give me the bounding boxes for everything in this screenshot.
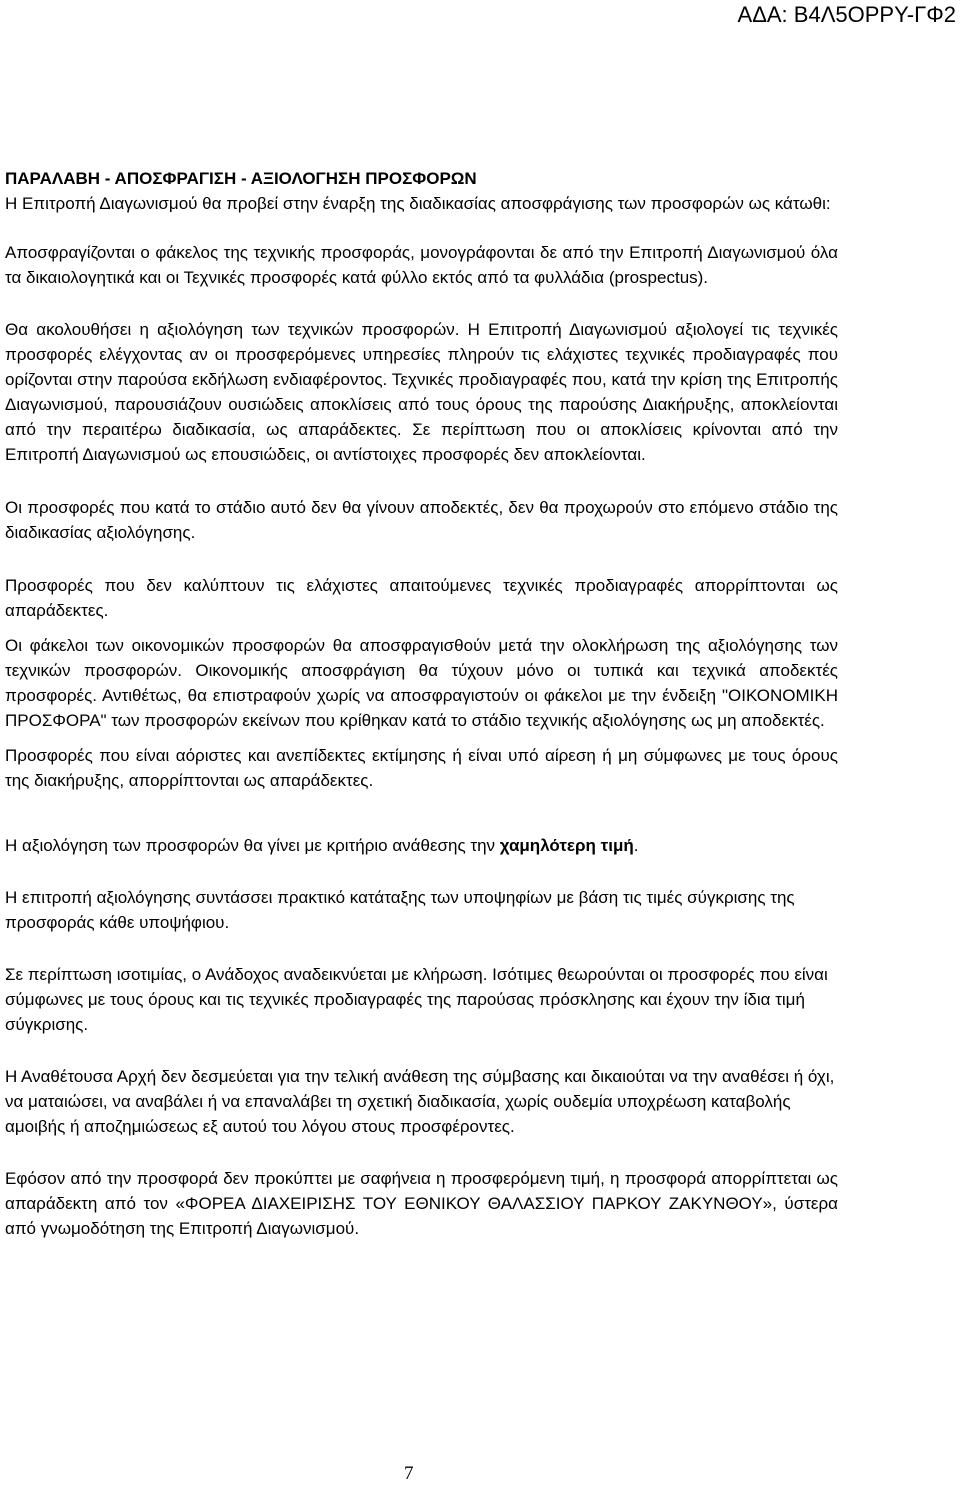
paragraph-unsealing: Αποσφραγίζονται ο φάκελος της τεχνικής προσφοράς, μονογράφονται δε από την Επιτροπή Διαγωνισμού όλα τα δικαιολογητικά και οι Τεχνικές προσφορές κατά φύλλο εκτός από τα φυλλάδια (prospectus).: [5, 243, 838, 287]
paragraph-financial-offers: Οι φάκελοι των οικονομικών προσφορών θα αποσφραγισθούν μετά την ολοκλήρωση της αξιολόγησης των τεχνικών προσφορών. Οικονομικής αποσφράγιση θα τύχουν μόνο οι τυπικά και τεχνικά αποδεκτές προσφορές. Αντιθέτως, θα επιστραφούν χωρίς να αποσφραγιστούν οι φάκελοι με την ένδειξη "ΟΙΚΟΝΟΜΙΚΗ ΠΡΟΣΦΟΡΑ" των προσφορών εκείνων που κρίθηκαν κατά το στάδιο τεχνικής αξιολόγησης ως μη αποδεκτές.: [5, 636, 838, 730]
paragraph-award-criterion: [5, 833, 838, 858]
paragraph-technical-evaluation: Θα ακολουθήσει η αξιολόγηση των τεχνικών προσφορών. Η Επιτροπή Διαγωνισμού αξιολογεί τις τεχνικές προσφορές ελέγχοντας αν οι προσφερόμενες υπηρεσίες πληρούν τις ελάχιστες τεχνικές προδιαγραφές που ορίζονται στην παρούσα εκδήλωση ενδιαφέροντος. Τεχνικές προδιαγραφές που, κατά την κρίση της Επιτροπής Διαγωνισμού, παρουσιάζουν ουσιώδεις αποκλίσεις από τους όρους της παρούσης Διακήρυξης, αποκλείονται από την περαιτέρω διαδικασία, ως απαράδεκτες. Σε περίπτωση που οι αποκλίσεις κρίνονται από την Επιτροπή Διαγωνισμού ως επουσιώδεις, οι αντίστοιχες προσφορές δεν αποκλείονται.: [5, 320, 838, 464]
intro-paragraph: Η Επιτροπή Διαγωνισμού θα προβεί στην έναρξη της διαδικασίας αποσφράγισης των προσφορών ως κάτωθι:: [5, 194, 831, 213]
award-criterion-text: Η αξιολόγηση των προσφορών θα γίνει με κριτήριο ανάθεσης την: [5, 836, 500, 855]
document-body: [5, 166, 838, 1241]
paragraph-unclear-price: Εφόσον από την προσφορά δεν προκύπτει με σαφήνεια η προσφερόμενη τιμή, η προσφορά απορρίπτεται ως απαράδεκτη από τον «ΦΟΡΕΑ ΔΙΑΧΕΙΡΙΣΗΣ ΤΟΥ ΕΘΝΙΚΟΥ ΘΑΛΑΣΣΙΟΥ ΠΑΡΚΟΥ ΖΑΚΥΝΘΟΥ», ύστερα από γνωμοδότηση της Επιτροπή Διαγωνισμού.: [5, 1169, 838, 1238]
paragraph-authority: Η Αναθέτουσα Αρχή δεν δεσμεύεται για την τελική ανάθεση της σύμβασης και δικαιούται να την αναθέσει ή όχι, να ματαιώσει, να αναβάλει ή να επαναλάβει τη σχετική διαδικασία, χωρίς ουδεμία υποχρέωση καταβολής αμοιβής ή αποζημιώσεως εξ αυτού του λόγου στους προσφέροντες.: [5, 1067, 835, 1136]
section-title: ΠΑΡΑΛΑΒΗ - ΑΠΟΣΦΡΑΓΙΣΗ - ΑΞΙΟΛΟΓΗΣΗ ΠΡΟΣΦΟΡΩΝ: [5, 169, 477, 188]
paragraph-ranking: Η επιτροπή αξιολόγησης συντάσσει πρακτικό κατάταξης των υποψηφίων με βάση τις τιμές σύγκρισης της προσφοράς κάθε υποψήφιου.: [5, 888, 795, 932]
ada-code: ΑΔΑ: Β4Λ5ΟΡΡΥ-ΓΦ2: [737, 2, 956, 27]
paragraph-not-accepted: Οι προσφορές που κατά το στάδιο αυτό δεν θα γίνουν αποδεκτές, δεν θα προχωρούν στο επόμενο στάδιο της διαδικασίας αξιολόγησης.: [5, 498, 838, 542]
page-number: 7: [404, 1463, 414, 1484]
lowest-price-label: χαμηλότερη τιμή: [499, 836, 634, 855]
award-criterion-period: .: [633, 836, 639, 855]
paragraph-tie: Σε περίπτωση ισοτιμίας, ο Ανάδοχος αναδεικνύεται με κλήρωση. Ισότιμες θεωρούνται οι προσφορές που είναι σύμφωνες με τους όρους και τις τεχνικές προδιαγραφές της παρούσας πρόσκλησης και έχουν την ίδια τιμή σύγκρισης.: [5, 965, 828, 1034]
paragraph-rejected-specs: Προσφορές που δεν καλύπτουν τις ελάχιστες απαιτούμενες τεχνικές προδιαγραφές απορρίπτονται ως απαράδεκτες.: [5, 576, 838, 620]
paragraph-indefinite-offers: Προσφορές που είναι αόριστες και ανεπίδεκτες εκτίμησης ή είναι υπό αίρεση ή μη σύμφωνες με τους όρους της διακήρυξης, απορρίπτονται ως απαράδεκτες.: [5, 746, 838, 790]
